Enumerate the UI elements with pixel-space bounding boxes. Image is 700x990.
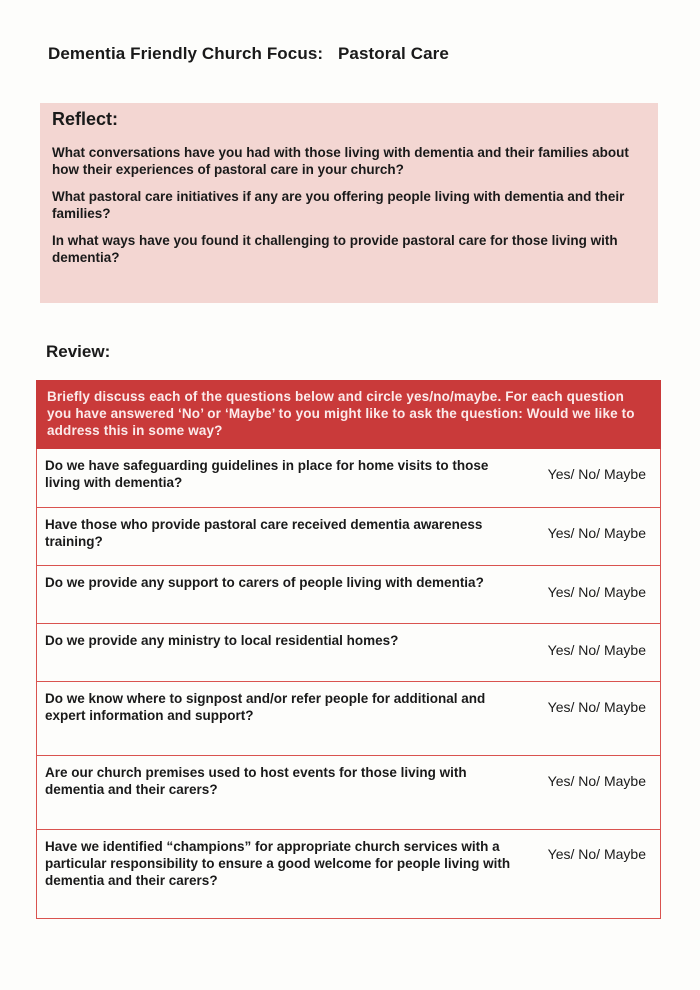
answer-options[interactable]: Yes/ No/ Maybe [523,566,661,624]
review-table [36,380,661,919]
review-instructions: Briefly discuss each of the questions below and circle yes/no/maybe. For each question you have answered ‘No’ or ‘Maybe’ to you might like to ask the question: Would we like to address this in some way? [37,381,661,449]
reflect-section [40,103,658,303]
review-question: Do we have safeguarding guidelines in place for home visits to those living with dementia? [37,449,523,508]
table-row [37,682,661,756]
answer-options[interactable]: Yes/ No/ Maybe [523,449,661,508]
table-row [37,566,661,624]
reflect-heading: Reflect: [52,109,119,129]
review-question: Have those who provide pastoral care received dementia awareness training? [37,508,523,566]
answer-options[interactable]: Yes/ No/ Maybe [523,830,661,919]
table-row [37,756,661,830]
page-title [48,44,449,64]
answer-options[interactable]: Yes/ No/ Maybe [523,624,661,682]
review-heading: Review: [46,342,111,361]
reflect-question: In what ways have you found it challenging to provide pastoral care for those living with dementia? [52,233,618,265]
answer-options[interactable]: Yes/ No/ Maybe [523,508,661,566]
review-question: Do we provide any support to carers of people living with dementia? [37,566,523,624]
review-question: Do we provide any ministry to local residential homes? [37,624,523,682]
page-title-label: Dementia Friendly Church Focus: [48,44,324,63]
review-question: Do we know where to signpost and/or refer people for additional and expert information and support? [37,682,523,756]
reflect-question: What conversations have you had with those living with dementia and their families about how their experiences of pastoral care in your church? [52,145,629,177]
table-row [37,624,661,682]
table-row [37,449,661,508]
review-question: Are our church premises used to host events for those living with dementia and their carers? [37,756,523,830]
table-row [37,830,661,919]
reflect-question: What pastoral care initiatives if any are you offering people living with dementia and their families? [52,189,625,221]
review-question: Have we identified “champions” for appropriate church services with a particular responsibility to ensure a good welcome for people living with dementia and their carers? [37,830,523,919]
table-row [37,508,661,566]
review-intro-row [37,381,661,449]
page-title-topic: Pastoral Care [337,44,449,63]
answer-options[interactable]: Yes/ No/ Maybe [523,682,661,756]
answer-options[interactable]: Yes/ No/ Maybe [523,756,661,830]
